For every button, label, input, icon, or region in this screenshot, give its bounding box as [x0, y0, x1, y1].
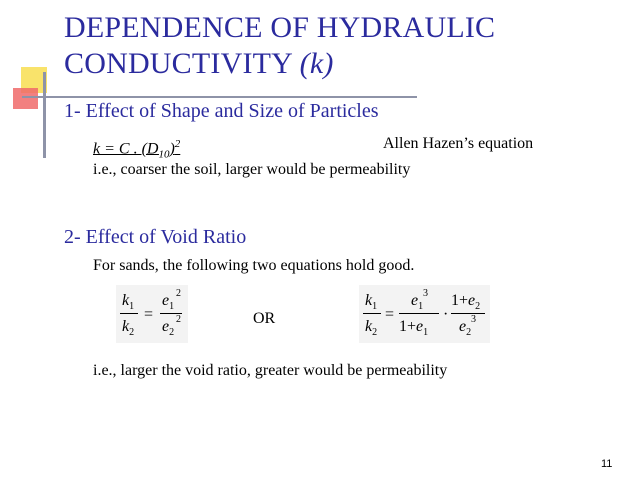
section2-note: i.e., larger the void ratio, greater would be permeability — [93, 362, 448, 379]
void-ratio-equation-1: $k_1$ $k_2$ = $e_1$ 2 $e_2$ 2 — [116, 285, 188, 343]
decorative-vertical-rule — [43, 72, 46, 158]
decorative-red-square — [13, 88, 38, 109]
section2-intro: For sands, the following two equations hold good. — [93, 257, 415, 274]
or-label: OR — [253, 310, 276, 327]
page-number: 11 — [601, 458, 613, 470]
equation-name-label: Allen Hazen’s equation — [383, 135, 534, 152]
section-heading-void-ratio: 2- Effect of Void Ratio — [64, 226, 247, 248]
section1-note: i.e., coarser the soil, larger would be permeability — [93, 161, 411, 178]
hazen-equation-lhs: k = C . (D — [93, 140, 159, 158]
hazen-equation-superscript: 2 — [174, 138, 181, 150]
void-ratio-equation-2: $k_1$ $k_2$ = $e_1$ 3 $1+e_1$ · $1+e_2$ $e_2$ 3 — [359, 285, 490, 343]
slide-title — [64, 10, 624, 82]
slide-title-main: DEPENDENCE OF HYDRAULIC CONDUCTIVITY — [64, 11, 496, 80]
section-heading-shape-size: 1- Effect of Shape and Size of Particles — [64, 100, 379, 122]
slide-title-variable: (k) — [299, 47, 334, 80]
hazen-equation-rhs: ) — [169, 140, 175, 158]
hazen-equation-subscript: 10 — [158, 148, 170, 161]
decorative-horizontal-rule — [22, 96, 417, 98]
